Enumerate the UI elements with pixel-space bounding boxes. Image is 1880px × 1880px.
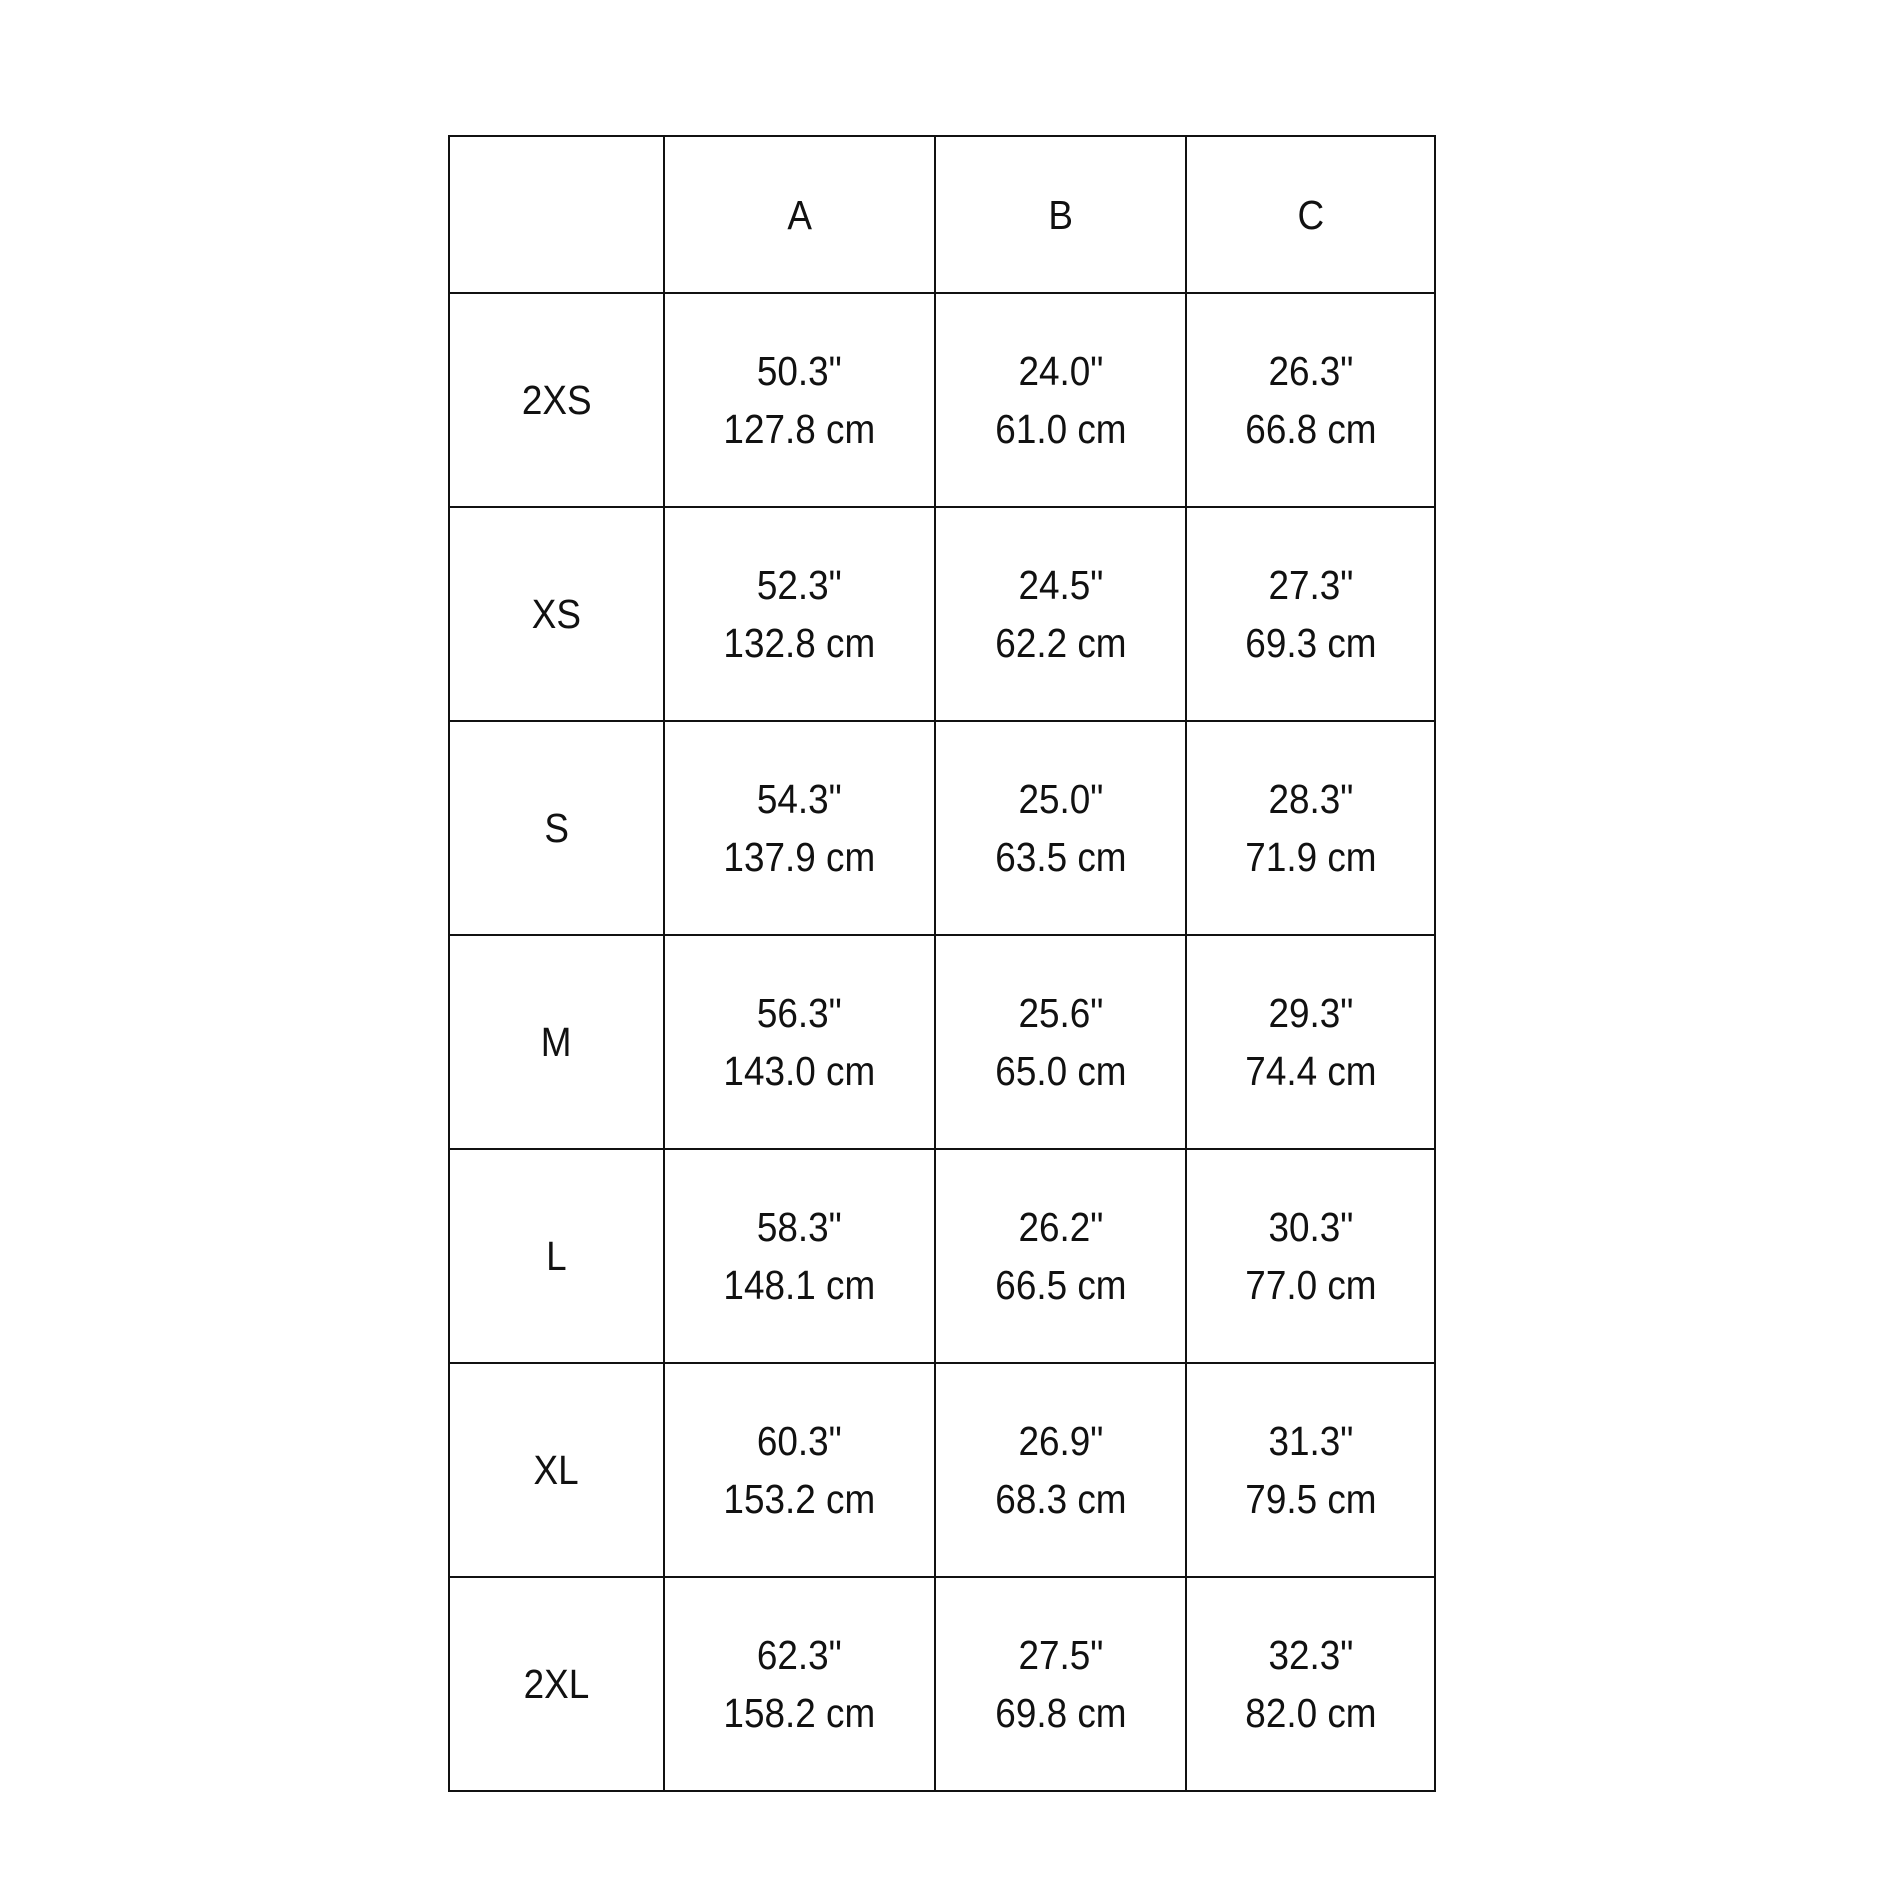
cm-value: 69.8 cm xyxy=(994,1690,1127,1736)
header-label: B xyxy=(1048,191,1073,238)
measurement-cell xyxy=(935,721,1186,935)
measurement-cell xyxy=(664,293,935,507)
measurement-cell xyxy=(1186,293,1435,507)
measurement-cell xyxy=(664,1363,935,1577)
inches-value: 28.3" xyxy=(1268,776,1353,822)
cm-value: 66.5 cm xyxy=(994,1262,1127,1308)
inches-value: 50.3" xyxy=(757,348,842,394)
inches-value: 26.3" xyxy=(1268,348,1353,394)
measurement-cell xyxy=(664,507,935,721)
table-row xyxy=(449,1149,1435,1363)
cm-value: 66.8 cm xyxy=(1244,406,1377,452)
table-row xyxy=(449,507,1435,721)
cm-value: 69.3 cm xyxy=(1244,620,1377,666)
cm-value: 148.1 cm xyxy=(723,1262,876,1308)
header-corner-cell xyxy=(449,136,664,293)
header-label: A xyxy=(787,191,812,238)
inches-value: 29.3" xyxy=(1268,990,1353,1036)
inches-value: 27.5" xyxy=(1018,1632,1103,1678)
header-row xyxy=(449,136,1435,293)
measurement-cell xyxy=(1186,935,1435,1149)
inches-value: 32.3" xyxy=(1268,1632,1353,1678)
measurement-cell xyxy=(935,507,1186,721)
measurement-cell xyxy=(935,935,1186,1149)
measurement-cell xyxy=(664,1577,935,1791)
size-label: XS xyxy=(531,591,582,637)
size-label-cell xyxy=(449,293,664,507)
cm-value: 71.9 cm xyxy=(1244,834,1377,880)
size-label: M xyxy=(541,1019,572,1065)
cm-value: 68.3 cm xyxy=(994,1476,1127,1522)
cm-value: 62.2 cm xyxy=(994,620,1127,666)
measurement-cell xyxy=(935,293,1186,507)
size-label: S xyxy=(544,805,569,851)
measurement-cell xyxy=(935,1149,1186,1363)
inches-value: 58.3" xyxy=(757,1204,842,1250)
cm-value: 132.8 cm xyxy=(723,620,876,666)
measurement-cell xyxy=(1186,1149,1435,1363)
inches-value: 25.6" xyxy=(1018,990,1103,1036)
cm-value: 74.4 cm xyxy=(1244,1048,1377,1094)
table-row xyxy=(449,721,1435,935)
cm-value: 137.9 cm xyxy=(723,834,876,880)
inches-value: 62.3" xyxy=(757,1632,842,1678)
size-label-cell xyxy=(449,1149,664,1363)
measurement-cell xyxy=(664,1149,935,1363)
inches-value: 26.9" xyxy=(1018,1418,1103,1464)
table-row xyxy=(449,935,1435,1149)
measurement-cell xyxy=(1186,507,1435,721)
measurement-cell xyxy=(1186,721,1435,935)
cm-value: 63.5 cm xyxy=(994,834,1127,880)
size-label: L xyxy=(546,1233,567,1279)
inches-value: 24.0" xyxy=(1018,348,1103,394)
inches-value: 25.0" xyxy=(1018,776,1103,822)
inches-value: 27.3" xyxy=(1268,562,1353,608)
header-cell-a xyxy=(664,136,935,293)
inches-value: 52.3" xyxy=(757,562,842,608)
inches-value: 60.3" xyxy=(757,1418,842,1464)
cm-value: 77.0 cm xyxy=(1244,1262,1377,1308)
measurement-cell xyxy=(935,1363,1186,1577)
size-label: 2XL xyxy=(523,1661,590,1707)
inches-value: 31.3" xyxy=(1268,1418,1353,1464)
inches-value: 26.2" xyxy=(1018,1204,1103,1250)
cm-value: 158.2 cm xyxy=(723,1690,876,1736)
table-row xyxy=(449,1363,1435,1577)
inches-value: 56.3" xyxy=(757,990,842,1036)
cm-value: 143.0 cm xyxy=(723,1048,876,1094)
inches-value: 54.3" xyxy=(757,776,842,822)
size-label-cell xyxy=(449,1577,664,1791)
header-cell-c xyxy=(1186,136,1435,293)
size-label-cell xyxy=(449,721,664,935)
cm-value: 127.8 cm xyxy=(723,406,876,452)
size-label-cell xyxy=(449,507,664,721)
measurement-cell xyxy=(935,1577,1186,1791)
cm-value: 65.0 cm xyxy=(994,1048,1127,1094)
inches-value: 30.3" xyxy=(1268,1204,1353,1250)
cm-value: 82.0 cm xyxy=(1244,1690,1377,1736)
measurement-cell xyxy=(664,935,935,1149)
inches-value: 24.5" xyxy=(1018,562,1103,608)
measurement-cell xyxy=(664,721,935,935)
size-chart-table xyxy=(448,135,1436,1792)
cm-value: 153.2 cm xyxy=(723,1476,876,1522)
table-row xyxy=(449,293,1435,507)
measurement-cell xyxy=(1186,1363,1435,1577)
size-label-cell xyxy=(449,1363,664,1577)
size-label: 2XS xyxy=(521,377,592,423)
header-label: C xyxy=(1297,191,1324,238)
size-label: XL xyxy=(533,1447,580,1493)
table-row xyxy=(449,1577,1435,1791)
header-cell-b xyxy=(935,136,1186,293)
size-label-cell xyxy=(449,935,664,1149)
measurement-cell xyxy=(1186,1577,1435,1791)
cm-value: 61.0 cm xyxy=(994,406,1127,452)
cm-value: 79.5 cm xyxy=(1244,1476,1377,1522)
